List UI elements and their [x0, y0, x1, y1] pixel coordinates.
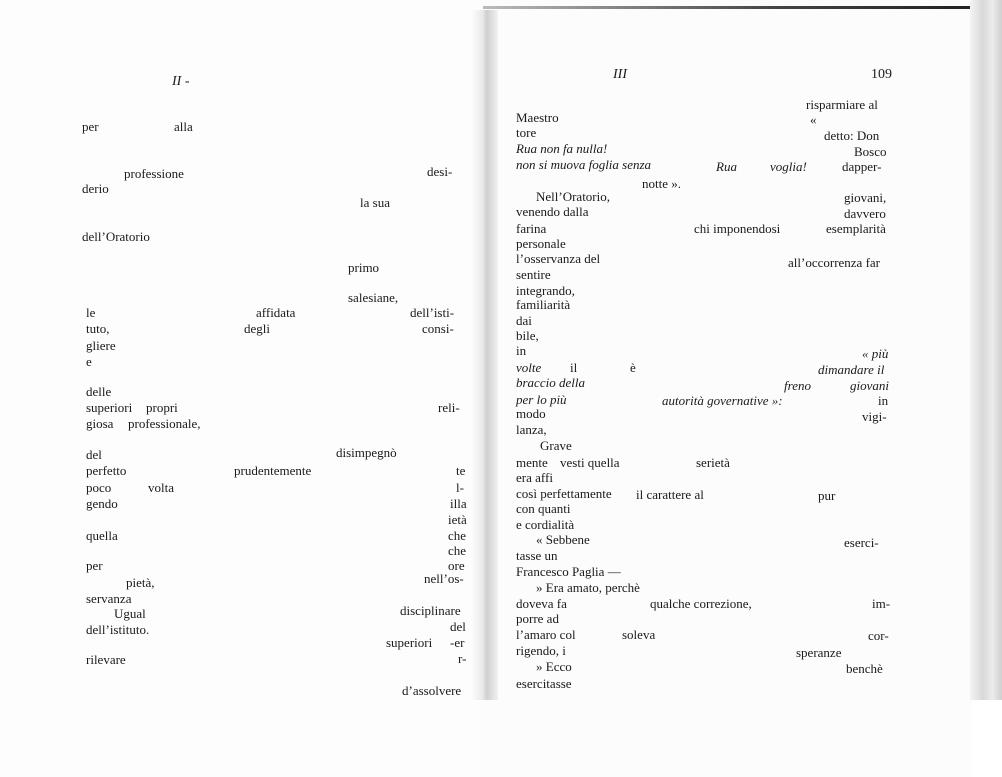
right-word: in: [878, 393, 889, 408]
left-word: rilevare: [86, 652, 126, 667]
left-word: del: [450, 619, 466, 634]
left-word: quella: [86, 528, 118, 543]
right-word: volte: [516, 360, 542, 375]
right-word: benchè: [846, 661, 883, 676]
left-word: disciplinare: [400, 603, 461, 618]
right-word: vesti quella: [560, 455, 620, 470]
right-word: familiarità: [516, 297, 571, 312]
right-word: davvero: [844, 206, 886, 221]
right-word: per lo più: [516, 392, 567, 407]
book-gutter: [470, 10, 498, 700]
right-word: pur: [818, 488, 836, 503]
left-fragment: l-: [456, 480, 464, 495]
right-word: cor-: [868, 628, 889, 643]
right-word: modo: [516, 406, 546, 421]
right-word: personale: [516, 236, 566, 251]
right-word: l’amaro col: [516, 627, 576, 642]
right-word: Rua: [716, 159, 737, 174]
right-word: esemplarità: [826, 221, 886, 236]
right-word: risparmiare al: [806, 97, 878, 112]
right-word: « più: [862, 346, 889, 361]
right-word: « Sebbene: [536, 532, 590, 547]
right-word: «: [810, 112, 817, 127]
left-word: volta: [148, 480, 174, 495]
right-word: » Era amato, perchè: [536, 580, 640, 595]
left-word: d’assolvere: [402, 683, 462, 698]
right-word: braccio della: [516, 375, 585, 390]
left-word: disimpegnò: [336, 445, 397, 460]
right-word: mente: [516, 455, 548, 470]
right-word: doveva fa: [516, 596, 567, 611]
right-word: serietà: [696, 455, 730, 470]
right-page-header: III: [613, 67, 627, 82]
right-word: chi imponendosi: [694, 221, 781, 236]
left-word: la sua: [360, 195, 390, 210]
left-word: salesiane,: [348, 290, 399, 305]
left-word: dell’isti-: [410, 305, 455, 320]
right-word: detto: Don: [824, 128, 880, 143]
left-word: reli-: [438, 400, 460, 415]
right-word: dimandare il: [818, 362, 885, 377]
left-word: degli: [244, 321, 270, 336]
left-word: dell’Oratorio: [82, 229, 150, 244]
right-word: il: [570, 360, 578, 375]
right-word: integrando,: [516, 283, 575, 298]
left-fragment: ietà: [448, 512, 467, 527]
left-word: pietà,: [126, 575, 155, 590]
left-word: per: [82, 119, 99, 134]
left-word: professione: [124, 166, 184, 181]
right-word: bile,: [516, 328, 539, 343]
right-word: vigi-: [862, 409, 887, 424]
right-word: farina: [516, 221, 547, 236]
page-edge-shadow: [970, 0, 1002, 700]
left-fragment: illa: [450, 496, 467, 511]
left-word: propri: [146, 400, 178, 415]
right-word: non si muova foglia senza: [516, 157, 652, 172]
left-fragment: che: [448, 543, 467, 558]
right-word: porre ad: [516, 611, 559, 626]
right-word: tasse un: [516, 548, 558, 563]
left-word: alla: [174, 119, 193, 134]
right-word: voglia!: [770, 159, 807, 174]
right-word: lanza,: [516, 422, 547, 437]
page-top-edge: [483, 6, 970, 9]
right-word: il carattere al: [636, 487, 704, 502]
left-word: servanza: [86, 591, 132, 606]
right-word: sentire: [516, 267, 551, 282]
right-word: tore: [516, 125, 537, 140]
left-fragment: ore: [448, 558, 465, 573]
right-word: in: [516, 343, 527, 358]
right-word: venendo dalla: [516, 204, 589, 219]
left-fragment: te: [456, 463, 466, 478]
right-word: e cordialità: [516, 517, 575, 532]
left-word: poco: [86, 480, 112, 495]
right-word: esercitasse: [516, 676, 572, 691]
left-word: perfetto: [86, 463, 127, 478]
left-word: le: [86, 305, 96, 320]
left-word: e: [86, 354, 92, 369]
left-word: affidata: [256, 305, 296, 320]
right-word: » Ecco: [536, 659, 572, 674]
right-word: soleva: [622, 627, 656, 642]
right-word: Francesco Paglia —: [516, 564, 621, 579]
right-word: giovani,: [844, 190, 887, 205]
left-word: giosa: [86, 416, 114, 431]
left-word: nell’os-: [424, 571, 464, 586]
right-word: rigendo, i: [516, 643, 566, 658]
right-word: notte ».: [642, 176, 681, 191]
left-page-header: II -: [172, 74, 190, 89]
right-word: all’occorrenza far: [788, 255, 881, 270]
left-word: prudentemente: [234, 463, 312, 478]
left-word: del: [86, 447, 102, 462]
left-word: superiori: [86, 400, 133, 415]
left-word: dell’istituto.: [86, 622, 150, 637]
right-word: Maestro: [516, 110, 559, 125]
left-word: delle: [86, 384, 112, 399]
right-word: era affi: [516, 470, 553, 485]
left-word: superiori: [386, 635, 433, 650]
right-word: con quanti: [516, 501, 571, 516]
left-word: gliere: [86, 338, 116, 353]
right-word: freno: [784, 378, 811, 393]
right-word: giovani: [850, 378, 889, 393]
left-fragment: -er: [450, 635, 465, 650]
right-word: speranze: [796, 645, 842, 660]
right-word: l’osservanza del: [516, 251, 601, 266]
right-word: così perfettamente: [516, 486, 612, 501]
right-word: Bosco: [854, 144, 887, 159]
right-word: autorità governative »:: [662, 393, 783, 408]
left-word: consi-: [422, 321, 454, 336]
left-word: Ugual: [114, 606, 146, 621]
left-word: derio: [82, 181, 109, 196]
left-word: tuto,: [86, 321, 110, 336]
page-number: 109: [871, 67, 892, 82]
left-word: gendo: [86, 496, 118, 511]
left-word: professionale,: [128, 416, 201, 431]
left-fragment: che: [448, 528, 467, 543]
right-word: Rua non fa nulla!: [516, 141, 608, 156]
left-page: [0, 0, 482, 777]
right-word: im-: [872, 596, 891, 611]
right-word: dapper-: [842, 159, 882, 174]
left-fragment: r-: [458, 651, 467, 666]
right-word: dai: [516, 313, 532, 328]
left-word: primo: [348, 260, 380, 275]
right-word: Nell’Oratorio,: [536, 189, 611, 204]
right-word: eserci-: [844, 535, 879, 550]
left-word: per: [86, 558, 103, 573]
right-word: qualche correzione,: [650, 596, 752, 611]
right-word: Grave: [540, 438, 572, 453]
left-word: desi-: [427, 164, 453, 179]
right-word: è: [630, 360, 636, 375]
